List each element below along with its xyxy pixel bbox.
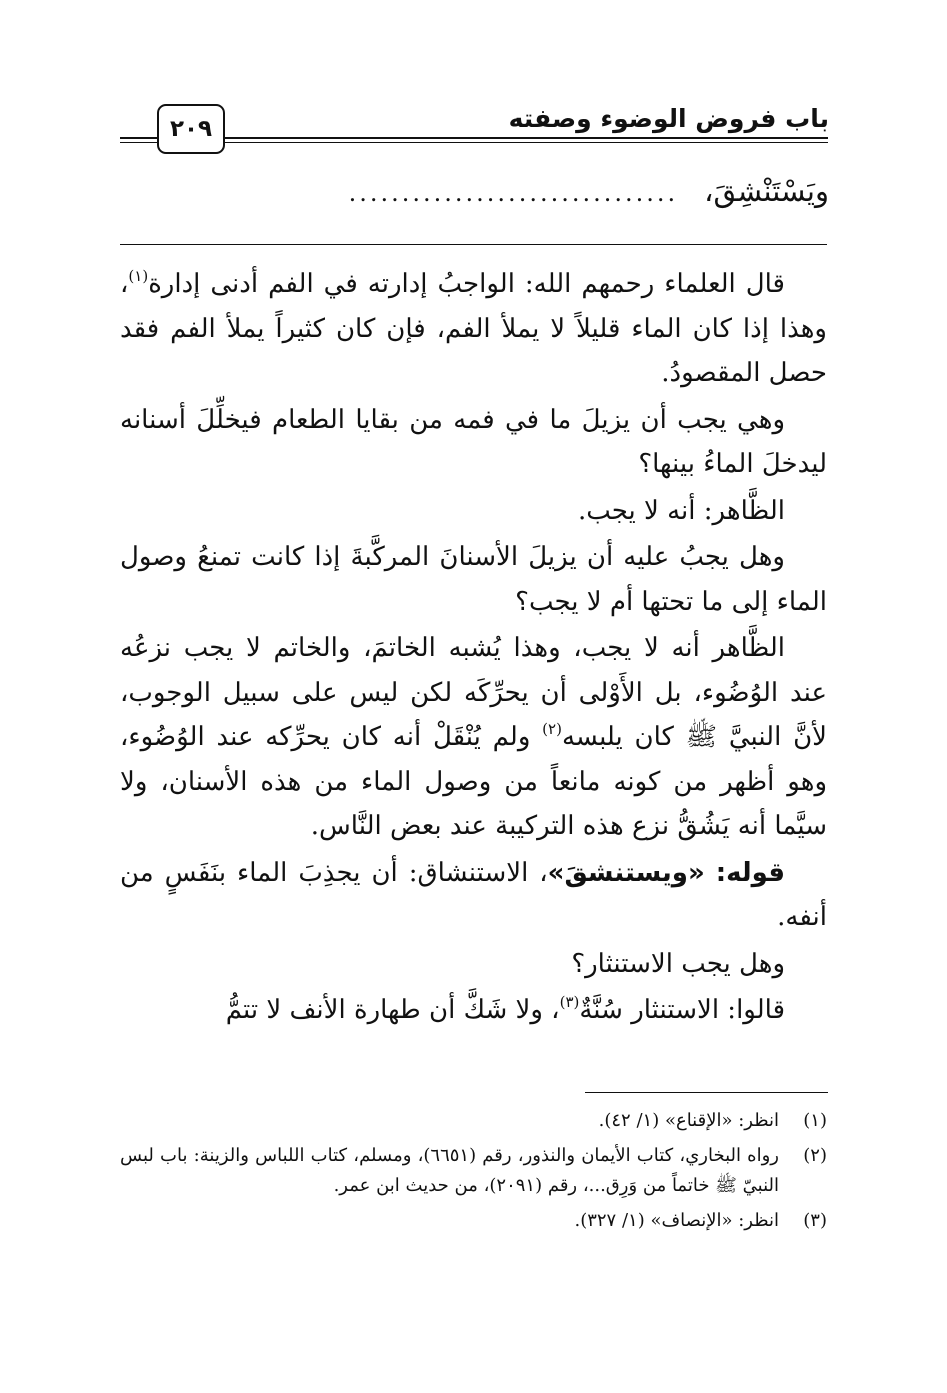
footnote-rule [585, 1092, 828, 1093]
header-rule [222, 137, 575, 139]
qawluhu-label: قوله: [715, 857, 785, 888]
header-rule [575, 142, 828, 143]
matn-text: ويَسْتَنْشِقَ، [704, 174, 829, 208]
footnote-number: (٣) [803, 1210, 827, 1231]
page-number: ٢٠٩ [157, 104, 225, 154]
paragraph: وهي يجب أن يزيلَ ما في فمه من بقايا الطعام فيخلِّلَ أسنانه ليدخلَ الماءُ بينها؟ [120, 404, 827, 479]
footnote-number: (٢) [803, 1145, 827, 1166]
paragraph: قالوا: الاستنثار سُنَّةٌ$^{(٣)}$، ولا شَكَّ أن طهارة الأنف لا تتمُّ [225, 993, 785, 1025]
matn-dots: ............................... [348, 179, 679, 207]
body-text [120, 262, 827, 1035]
paragraph: وهل يجب الاستنثار؟ [571, 948, 785, 979]
footnotes [120, 1106, 827, 1241]
footnote [120, 1106, 827, 1136]
footnote-text: انظر: «الإقناع» (١/ ٤٢). [598, 1110, 779, 1131]
footnote [120, 1141, 827, 1201]
footnote-ref[interactable]: (١) [128, 267, 149, 285]
footnote [120, 1206, 827, 1236]
paragraph: قال العلماء رحمهم الله: الواجبُ إدارته في الفم أدنى إدارة$^{(١)}$، وهذا إذا كان الماء قليلاً لا يملأ الفم، فإن كان كثيراً يملأ الفم فقد حصل المقصودُ. [120, 267, 827, 388]
footnote-ref[interactable]: (٣) [559, 993, 580, 1011]
paragraph: وهل يجبُ عليه أن يزيلَ الأسنانَ المركَّبةَ إذا كانت تمنعُ وصول الماء إلى ما تحتها أم لا يجب؟ [120, 542, 827, 617]
header-rule [222, 142, 575, 143]
footnote-text: انظر: «الإنصاف» (١/ ٣٢٧). [574, 1210, 779, 1231]
footnote-number: (١) [803, 1110, 827, 1131]
header-rule [575, 137, 828, 139]
paragraph: الظَّاهر أنه لا يجب، وهذا يُشبه الخاتمَ، والخاتم لا يجب نزعُه عند الوُضُوء، بل الأَوْلى أن يحرِّكَه لكن ليس على سبيل الوجوب، لأنَّ النبيَّ ﷺ كان يلبسه$^{(٢)}$ ولم يُنْقَلْ أنه كان يحرِّكه عند الوُضُوء، وهو أظهر من كونه مانعاً من وصول الماء من هذه الأسنان، ولا سيَّما أنه يَشُقُّ نزع هذه التركيبة عند بعض النَّاس. [120, 633, 827, 841]
footnote-ref[interactable]: (٢) [542, 720, 562, 738]
paragraph: الظَّاهر: أنه لا يجب. [577, 495, 785, 526]
chapter-title: باب فروض الوضوء وصفته [508, 104, 829, 133]
matn-separator [120, 244, 827, 245]
quoted-term: «ويستنشقَ» [547, 857, 705, 888]
header-rule [120, 142, 157, 143]
header-rule [120, 137, 157, 139]
matn-line [117, 174, 829, 208]
paragraph: قوله: «ويستنشقَ»، الاستنشاق: أن يجذِبَ الماء بنَفَسٍ من أنفه. [120, 857, 827, 932]
footnote-text: رواه البخاري، كتاب الأيمان والنذور، رقم (٦٦٥١)، ومسلم، كتاب اللباس والزينة: باب لبس النبيّ ﷺ خاتماً من وَرِق...، رقم (٢٠٩١)، من حديث ابن عمر. [120, 1145, 779, 1196]
